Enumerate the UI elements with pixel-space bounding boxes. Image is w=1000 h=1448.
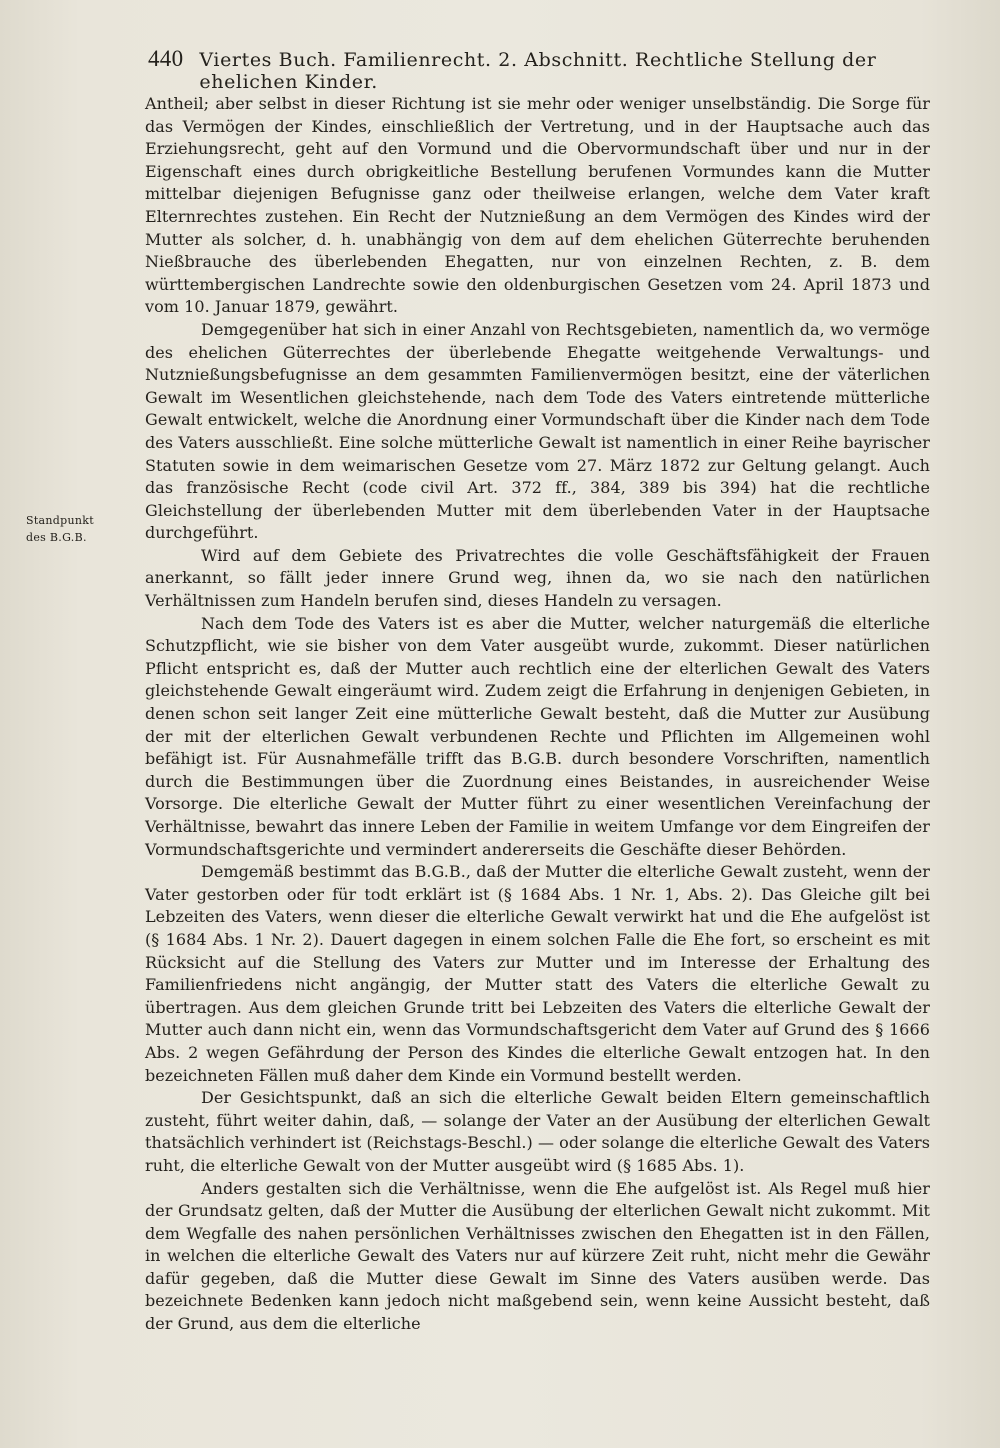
paragraph: Demgemäß bestimmt das B.G.B., daß der Mutter die elterliche Gewalt zusteht, wenn der Vater gestorben oder für todt erklärt ist (§ 1684 Abs. 1 Nr. 1, Abs. 2). Das Gleiche gilt bei Lebzeiten des Vaters, wenn dieser die elterliche Gewalt verwirkt hat und die Ehe aufgelöst ist (§ 1684 Abs. 1 Nr. 2). Dauert dagegen in einem solchen Falle die Ehe fort, so erscheint es mit Rücksicht auf die Stellung des Vaters zur Mutter und im Interesse der Erhaltung des Familienfriedens nicht angängig, der Mutter statt des Vaters die elterliche Gewalt zu übertragen. Aus dem gleichen Grunde tritt bei Lebzeiten des Vaters die elterliche Gewalt der Mutter auch dann nicht ein, wenn das Vormundschaftsgericht dem Vater auf Grund des § 1666 Abs. 2 wegen Gefährdung der Person des Kindes die elterliche Gewalt entzogen hat. In den bezeichneten Fällen muß daher dem Kinde ein Vormund bestellt werden. <box>145 862 930 1085</box>
paragraph: Nach dem Tode des Vaters ist es aber die Mutter, welcher naturgemäß die elterliche Schutzpflicht, wie sie bisher von dem Vater ausgeübt wurde, zukommt. Dieser natürlichen Pflicht entspricht es, daß der Mutter auch rechtlich eine der elterlichen Gewalt des Vaters gleichstehende Gewalt eingeräumt wird. Zudem zeigt die Erfahrung in denjenigen Gebieten, in denen schon seit langer Zeit eine mütterliche Gewalt besteht, daß die Mutter zur Ausübung der mit der elterlichen Gewalt verbundenen Rechte und Pflichten im Allgemeinen wohl befähigt ist. Für Ausnahmefälle trifft das B.G.B. durch besondere Vorschriften, namentlich durch die Bestimmungen über die Zuordnung eines Beistandes, in ausreichender Weise Vorsorge. Die elterliche Gewalt der Mutter führt zu einer wesentlichen Vereinfachung der Verhältnisse, bewahrt das innere Leben der Familie in weitem Umfange vor dem Eingreifen der Vormundschaftsgerichte und vermindert andererseits die Geschäfte dieser Behörden. <box>145 613 930 859</box>
paragraph: Wird auf dem Gebiete des Privatrechtes die volle Geschäftsfähigkeit der Frauen anerkannt, so fällt jeder innere Grund weg, ihnen da, wo sie nach den natürlichen Verhältnissen zum Handeln berufen sind, dieses Handeln zu versagen. <box>145 545 930 611</box>
margin-note <box>26 512 132 546</box>
running-head: Viertes Buch. Familienrecht. 2. Abschnitt. Rechtliche Stellung der ehelichen Kinder. <box>199 49 877 93</box>
paragraph: Antheil; aber selbst in dieser Richtung ist sie mehr oder weniger unselbständig. Die Sorge für das Vermögen der Kindes, einschließlich der Vertretung, und in der Hauptsache auch das Erziehungsrecht, geht auf den Vormund und die Obervormundschaft über und nur in der Eigenschaft eines durch obrigkeitliche Bestellung berufenen Vormundes kann die Mutter mittelbar diejenigen Befugnisse ganz oder theilweise erlangen, welche dem Vater kraft Elternrechtes zustehen. Ein Recht der Nutznießung an dem Vermögen des Kindes wird der Mutter als solcher, d. h. unabhängig von dem auf dem ehelichen Güterrechte beruhenden Nießbrauche des überlebenden Ehegatten, nur von einzelnen Rechten, z. B. dem württembergischen Landrechte sowie den oldenburgischen Gesetzen vom 24. April 1873 und vom 10. Januar 1879, gewährt. <box>145 94 930 317</box>
body-text <box>145 93 930 1336</box>
paragraph: Der Gesichtspunkt, daß an sich die elterliche Gewalt beiden Eltern gemeinschaftlich zusteht, führt weiter dahin, daß, — solange der Vater an der Ausübung der elterlichen Gewalt thatsächlich verhindert ist (Reichstags-Beschl.) — oder solange die elterliche Gewalt des Vaters ruht, die elterliche Gewalt von der Mutter ausgeübt wird (§ 1685 Abs. 1). <box>145 1088 930 1175</box>
page-number: 440 <box>148 46 184 71</box>
margin-note-line: des B.G.B. <box>26 531 87 544</box>
margin-note-line: Standpunkt <box>26 514 94 527</box>
paragraph: Anders gestalten sich die Verhältnisse, wenn die Ehe aufgelöst ist. Als Regel muß hier der Grundsatz gelten, daß der Mutter die Ausübung der elterlichen Gewalt nicht zukommt. Mit dem Wegfalle des nahen persönlichen Verhältnisses zwischen den Ehegatten ist in den Fällen, in welchen die elterliche Gewalt des Vaters nur auf kürzere Zeit ruht, nicht mehr die Gewähr dafür gegeben, daß die Mutter diese Gewalt im Sinne des Vaters ausüben werde. Das bezeichnete Bedenken kann jedoch nicht maßgebend sein, wenn keine Aussicht besteht, daß der Grund, aus dem die elterliche <box>145 1178 930 1334</box>
paragraph: Demgegenüber hat sich in einer Anzahl von Rechtsgebieten, namentlich da, wo vermöge des ehelichen Güterrechtes der überlebende Ehegatte weitgehende Verwaltungs- und Nutznießungsbefugnisse an dem gesammten Familienvermögen besitzt, eine der väterlichen Gewalt im Wesentlichen gleichstehende, nach dem Tode des Vaters eintretende mütterliche Gewalt entwickelt, welche die Anordnung einer Vormundschaft über die Kinder nach dem Tode des Vaters ausschließt. Eine solche mütterliche Gewalt ist namentlich in einer Reihe bayrischer Statuten sowie in dem weimarischen Gesetze vom 27. März 1872 zur Geltung gelangt. Auch das französische Recht (code civil Art. 372 ff., 384, 389 bis 394) hat die rechtliche Gleichstellung der überlebenden Mutter mit dem überlebenden Vater in der Hauptsache durchgeführt. <box>145 319 930 543</box>
page-header <box>148 46 908 93</box>
